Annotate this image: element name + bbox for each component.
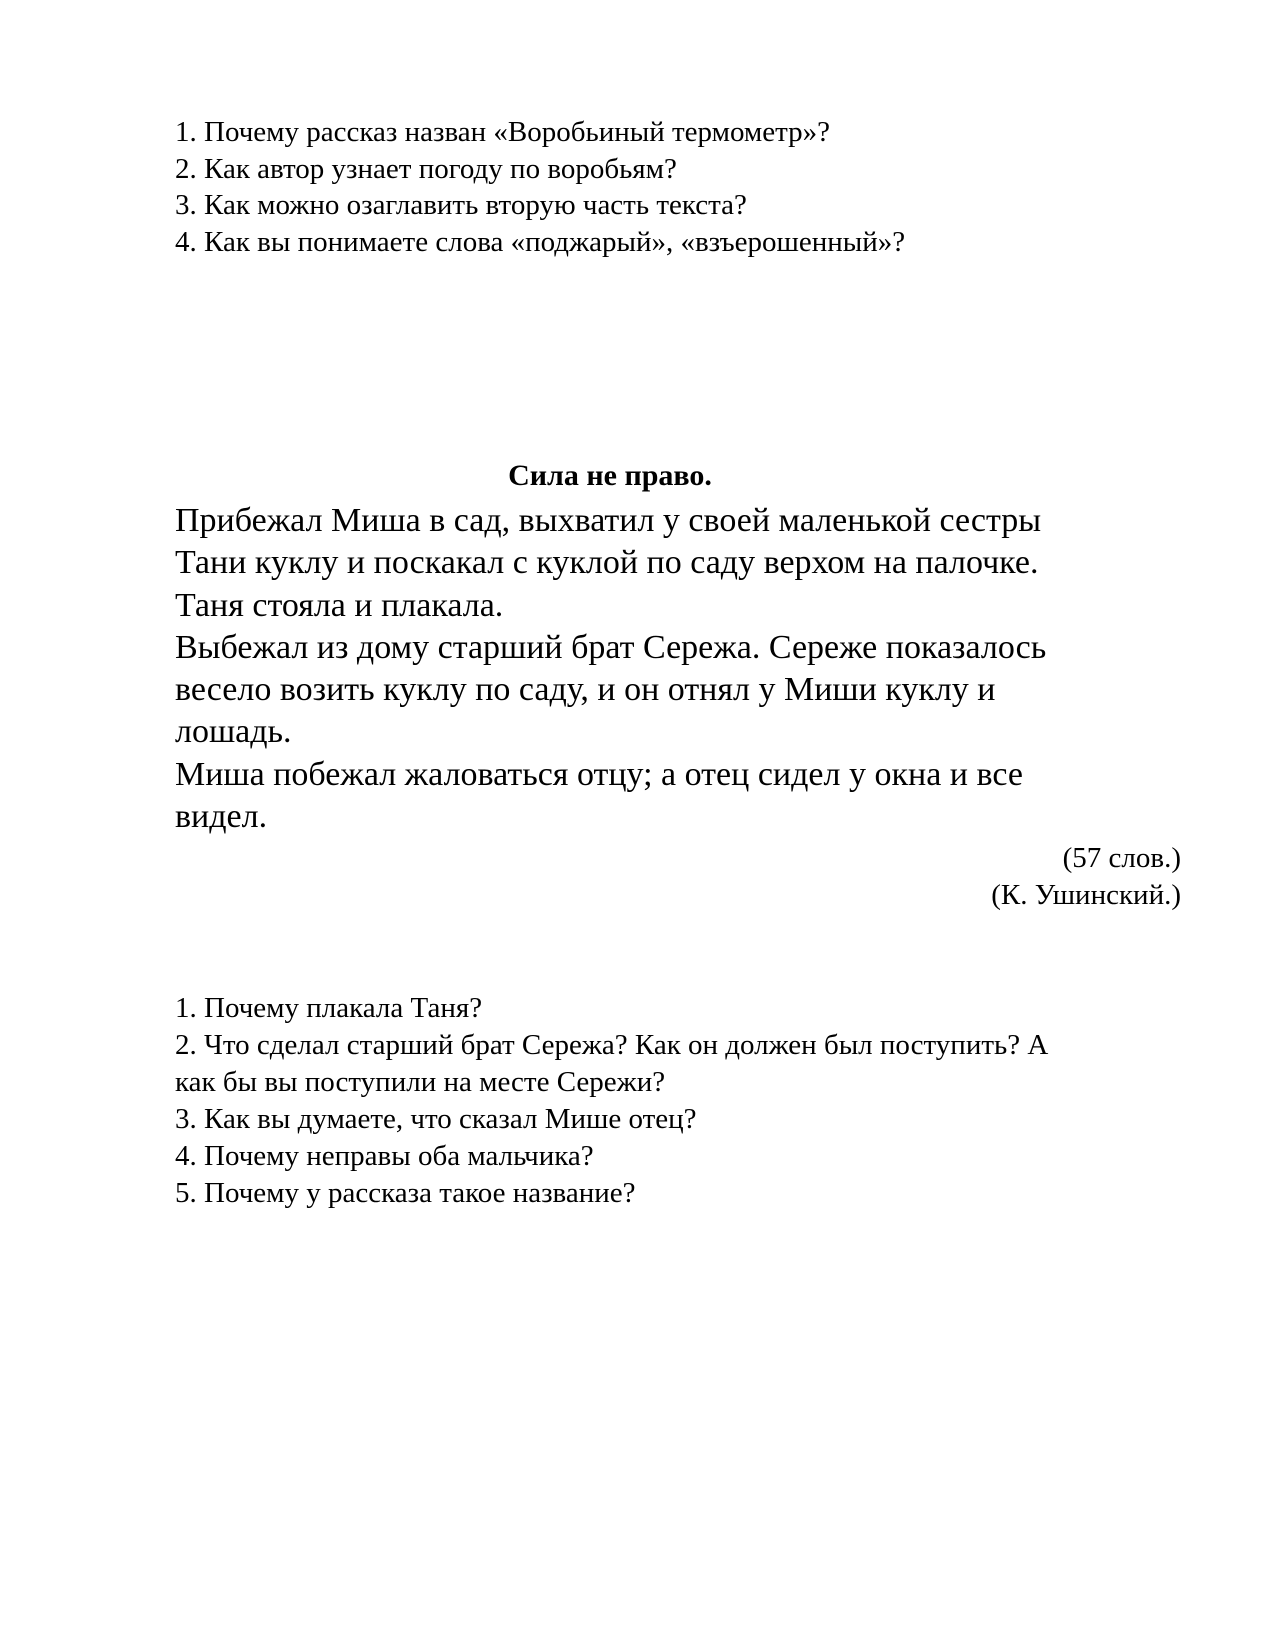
question-item: 1. Почему плакала Таня? [175,992,483,1024]
story-attribution [991,840,1181,914]
story-title: Сила не право. [508,459,712,492]
question-item: 1. Почему рассказ назван «Воробьиный термометр»? [175,116,831,148]
story-line: Тани куклу и поскакал с куклой по саду верхом на палочке. [175,544,1039,582]
question-item: 3. Как можно озаглавить вторую часть текста? [175,189,747,221]
question-item: 4. Как вы понимаете слова «поджарый», «взъерошенный»? [175,225,906,258]
story-line: Прибежал Миша в сад, выхватил у своей маленькой сестры [175,502,1042,539]
author-name: (К. Ушинский.) [991,879,1181,911]
word-count: (57 слов.) [1062,842,1181,874]
story-line: лошадь. [175,713,292,751]
question-item: 5. Почему у рассказа такое название? [175,1177,636,1209]
story-line: видел. [175,798,268,836]
story-line: весело возить куклу по саду, и он отнял у Миши куклу и [175,671,996,709]
story-line: Таня стояла и плакала. [175,586,504,624]
question-item: 4. Почему неправы оба мальчика? [175,1140,594,1172]
question-item: 2. Как автор узнает погоду по воробьям? [175,152,677,185]
questions-list-2 [175,990,1185,1212]
story-line: Выбежал из дому старший брат Сережа. Сереже показалось [175,628,1047,666]
questions-list-1 [175,114,1175,260]
question-item: 2. Что сделал старший брат Сережа? Как он должен был поступить? А [175,1029,1049,1061]
story-line: Миша побежал жаловаться отцу; а отец сидел у окна и все [175,755,1023,793]
story-text [175,500,1175,838]
question-item: 3. Как вы думаете, что сказал Мише отец? [175,1103,697,1135]
question-item: как бы вы поступили на месте Сережи? [175,1066,666,1098]
